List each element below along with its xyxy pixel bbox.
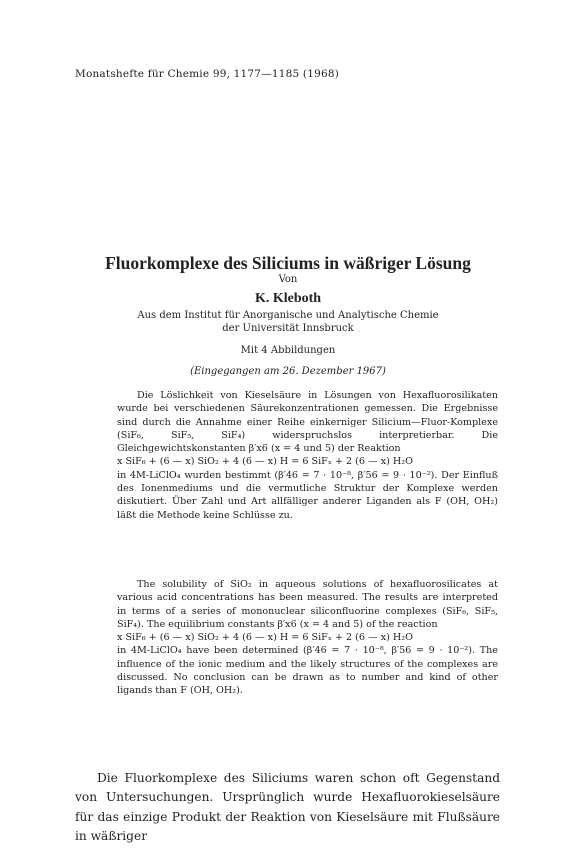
body-paragraph	[75, 769, 500, 846]
institute-affiliation	[0, 309, 576, 335]
abstract-german	[117, 389, 498, 522]
abstract-en-paragraph-2: in 4M-LiClO₄ have been determined (β′46 = 7 · 10⁻⁸, β′56 = 9 · 10⁻²). The influence of the ionic medium and the likely structures of the complexes are discussed. No conclusion can be drawn as to number and kind of other ligands than F (OH, OH₂).	[117, 645, 498, 697]
by-line-von: Von	[278, 274, 298, 285]
author-name: K. Kleboth	[254, 291, 322, 306]
abstract-de-paragraph-1: Die Löslichkeit von Kieselsäure in Lösungen von Hexafluorosilikaten wurde bei verschiedenen Säurekonzentrationen gemessen. Die Ergebnisse sind durch die Annahme einer Reihe einkerniger Silicium—Fluor-Komplexe (SiF₆, SiF₅, SiF₄) widerspruchslos interpretierbar. Die Gleichgewichtskonstanten β′x6 (x = 4 und 5) der Reaktion	[117, 390, 498, 455]
journal-citation: Monatshefte für Chemie 99, 1177—1185 (1968)	[75, 68, 340, 80]
abstract-en-equation: x SiF₆ + (6 — x) SiO₂ + 4 (6 — x) H = 6 SiFₓ + 2 (6 — x) H₂O	[117, 632, 414, 644]
abstract-de-equation: x SiF₆ + (6 — x) SiO₂ + 4 (6 — x) H = 6 SiFₓ + 2 (6 — x) H₂O	[117, 456, 414, 468]
figure-count: Mit 4 Abbildungen	[240, 345, 336, 356]
body-paragraph-text: Die Fluorkomplexe des Siliciums waren schon oft Gegenstand von Untersuchungen. Ursprünglich wurde Hexafluorokieselsäure für das einzige Produkt der Reaktion von Kieselsäure mit Flußsäure in wäßriger	[75, 771, 500, 843]
received-date: (Eingegangen am 26. Dezember 1967)	[190, 366, 386, 377]
institute-line-2: der Universität Innsbruck	[222, 323, 354, 334]
abstract-de-paragraph-2: in 4M-LiClO₄ wurden bestimmt (β′46 = 7 · 10⁻⁸, β′56 = 9 · 10⁻²). Der Einfluß des Ionenmediums und die vermutliche Struktur der Komplexe werden diskutiert. Über Zahl und Art allfälliger anderer Liganden als F (OH, OH₂) läßt die Methode keine Schlüsse zu.	[117, 469, 498, 521]
abstract-en-paragraph-1: The solubility of SiO₂ in aqueous solutions of hexafluorosilicates at various acid concentrations has been measured. The results are interpreted in terms of a series of mononuclear siliconfluorine complexes (SiF₆, SiF₅, SiF₄). The equilibrium constants β′x6 (x = 4 and 5) of the reaction	[117, 579, 498, 630]
institute-line-1: Aus dem Institut für Anorganische und Analytische Chemie	[137, 310, 439, 321]
article-title: Fluorkomplexe des Siliciums in wäßriger Lösung	[105, 253, 471, 273]
abstract-english	[117, 578, 498, 698]
